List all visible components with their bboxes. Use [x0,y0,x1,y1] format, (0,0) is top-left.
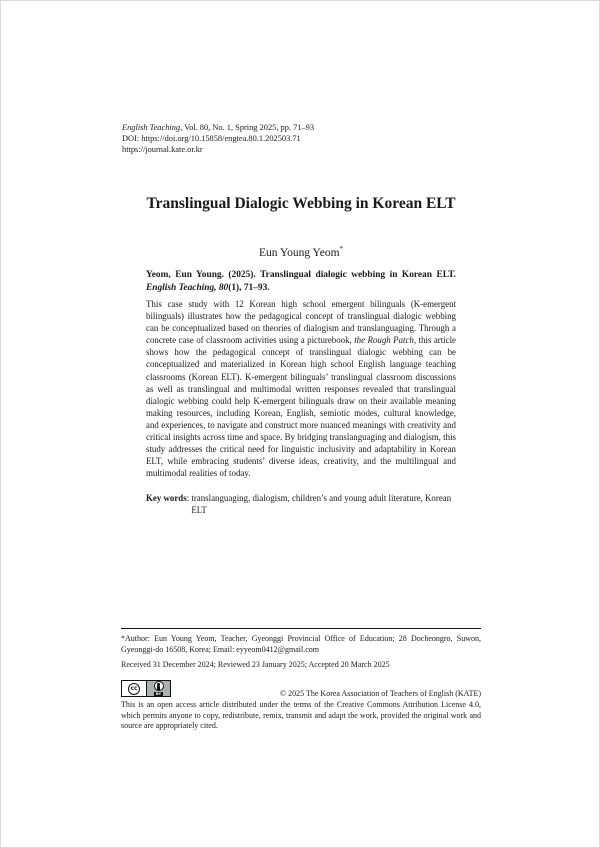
abstract-book-title: the Rough Patch [354,335,414,346]
license-text: This is an open access article distributed under the terms of the Creative Commons Attribution License 4.0, which permits anyone to copy, redistribute, remix, transmit and adapt the work, provided the original work and source are appropriately cited. [121,700,481,731]
journal-url[interactable]: https://journal.kate.or.kr [122,145,203,154]
keywords-separator: : [186,493,192,503]
journal-name: English Teaching [122,123,181,132]
author-footnote: *Author: Eun Young Yeom, Teacher, Gyeonggi Provincial Office of Education; 28 Docheongro, Suwon, Gyeonggi-do 16508, Korea; Email: eyyeom0412@gmail.com [121,634,481,654]
received-dates: Received 31 December 2024; Reviewed 23 January 2025; Accepted 20 March 2025 [121,660,390,669]
keywords-list: translanguaging, dialogism, children’s and young adult literature, Korean ELT [191,493,452,515]
citation-reference [146,269,456,295]
doi-line[interactable]: DOI: https://doi.org/10.15858/engtea.80.1.202503.71 [122,134,301,143]
copyright-notice: © 2025 The Korea Association of Teachers of English (KATE) [280,689,481,698]
by-label: BY [155,691,162,696]
citation-header [122,122,314,155]
abstract [146,298,456,479]
author-line [1,245,600,259]
issue-info: , Vol. 80, No. 1, Spring 2025, pp. 71–93 [180,123,315,132]
creative-commons-icon: cc [122,681,147,696]
keywords-label: Key words [146,493,187,503]
keywords [146,492,456,516]
footnote-divider [121,628,481,629]
reference-journal: English Teaching, 80 [146,282,229,293]
reference-tail: (1), 71–93. [228,282,270,293]
article-title: Translingual Dialogic Webbing in Korean ELT [146,195,456,212]
author-name: Eun Young Yeom [258,246,340,259]
author-footnote-mark[interactable]: * [339,245,344,253]
reference-lead: Yeom, Eun Young. (2025). Translingual dialogic webbing in Korean ELT. [146,270,456,280]
abstract-part-1: This case study with 12 Korean high school emergent bilinguals (K-emergent bilinguals) illustrates how the pedagogical concept of translingual dialogic webbing can be conceptualized based on theories of dialogism and translanguaging. Through a concrete case of classroom activities using a picturebook, [146,299,456,346]
journal-issue-line [122,122,314,133]
abstract-part-2: , this article shows how the pedagogical concept of translingual dialogic webbing can be conceptualized and materialized in Korean high school English language teaching classrooms (Korean ELT). K-emergent bilinguals’ translingual classroom discussions as well as translingual and multimodal written responses revealed that translingual dialogic webbing could help K-emergent bilinguals draw on their available meaning making resources, including Korean, English, semiotic modes, cultural knowledge, and experiences, to navigate and construct more nuanced meanings with creativity and critical insights across time and space. By bridging translanguaging and dialogism, this study addresses the critical need for linguistic inclusivity and adaptability in Korean ELT, while embracing students’ diverse ideas, creativity, and the multilingual and multimodal realities of today. [146,335,456,479]
